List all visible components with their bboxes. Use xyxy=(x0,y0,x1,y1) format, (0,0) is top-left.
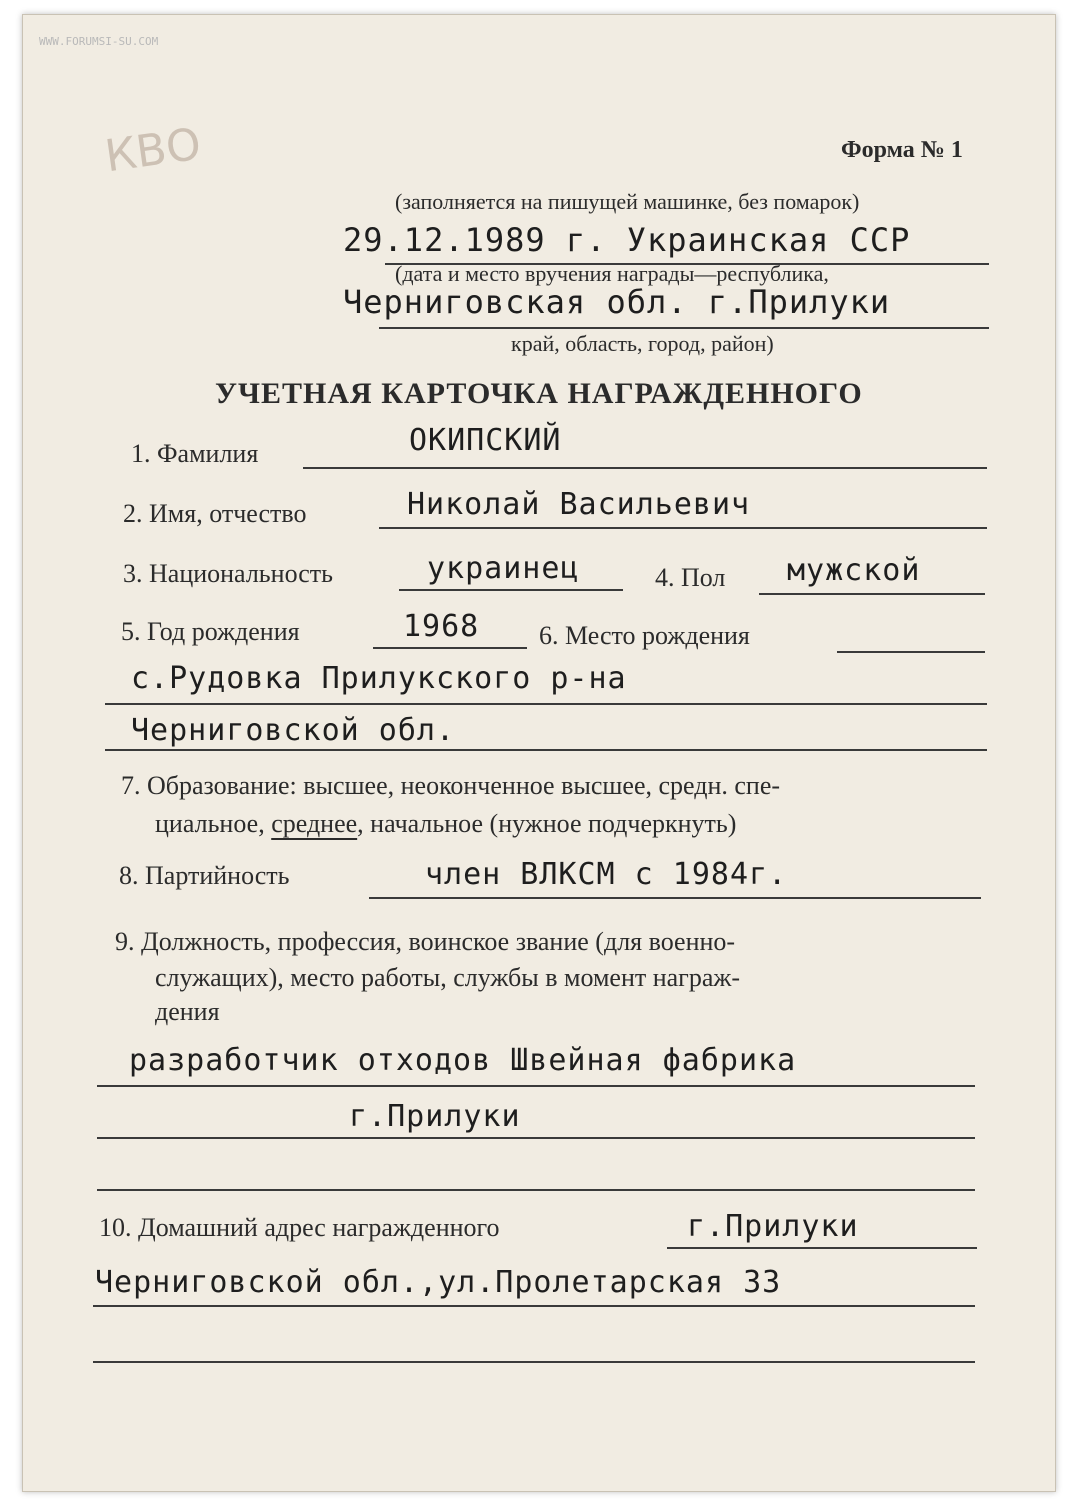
field-birthplace-value-2: Черниговской обл. xyxy=(131,713,456,748)
award-line-2 xyxy=(379,327,989,329)
field-position-line-c xyxy=(97,1189,975,1191)
award-date-place-line2: Черниговская обл. г.Прилуки xyxy=(343,283,891,321)
education-option-specialized: циальное, xyxy=(155,809,272,838)
award-record-card xyxy=(22,14,1056,1492)
field-address-line-1 xyxy=(667,1247,977,1249)
field-position-line2: служащих), место работы, службы в момент награж- xyxy=(155,963,740,992)
field-address-line-2 xyxy=(93,1305,975,1307)
field-nationality-line xyxy=(399,589,623,591)
field-address-label: 10. Домашний адрес награжденного xyxy=(99,1213,500,1242)
card-title: УЧЕТНАЯ КАРТОЧКА НАГРАЖДЕННОГО xyxy=(215,377,863,410)
field-position-line1: 9. Должность, профессия, воинское звание (для военно- xyxy=(115,927,736,956)
watermark: WWW.FORUMSI-SU.COM xyxy=(39,35,159,48)
field-address-line-3 xyxy=(93,1361,975,1363)
award-date-place-line1: 29.12.1989 г. Украинская ССР xyxy=(343,221,911,259)
field-position-line3: дения xyxy=(155,997,220,1026)
field-surname-value: ОКИПСКИЙ xyxy=(409,423,562,458)
field-position-line-a xyxy=(97,1085,975,1087)
field-birthplace-value-1: с.Рудовка Прилукского р-на xyxy=(131,661,627,696)
field-sex-line xyxy=(759,593,985,595)
field-birthplace-line-2 xyxy=(105,749,987,751)
field-address-value-2: Черниговской обл.,ул.Пролетарская 33 xyxy=(95,1265,782,1300)
field-position-value-2: г.Прилуки xyxy=(349,1099,521,1134)
field-party-line xyxy=(369,897,981,899)
field-nationality-label: 3. Национальность xyxy=(123,559,333,588)
field-name-label: 2. Имя, отчество xyxy=(123,499,307,528)
field-name-line xyxy=(379,527,987,529)
field-birthplace-line-0 xyxy=(837,651,985,653)
field-name-value: Николай Васильевич xyxy=(407,487,751,522)
field-sex-value: мужской xyxy=(787,553,921,588)
field-birthplace-line-1 xyxy=(105,703,987,705)
field-position-value-1: разработчик отходов Швейная фабрика xyxy=(129,1043,797,1078)
form-number: Форма № 1 xyxy=(841,137,963,163)
field-birth-year-line xyxy=(373,647,527,649)
field-party-value: член ВЛКСМ с 1984г. xyxy=(425,857,788,892)
field-nationality-value: украинец xyxy=(427,551,580,586)
field-party-label: 8. Партийность xyxy=(119,861,290,890)
field-education-line2 xyxy=(155,809,736,839)
field-position-line-b xyxy=(97,1137,975,1139)
fill-note: (заполняется на пишущей машинке, без помарок) xyxy=(395,189,860,214)
field-sex-label: 4. Пол xyxy=(655,563,726,592)
field-birthplace-label: 6. Место рождения xyxy=(539,621,750,650)
field-surname-label: 1. Фамилия xyxy=(131,439,259,468)
award-caption-2: край, область, город, район) xyxy=(511,331,774,356)
award-caption-1: (дата и место вручения награды—республика, xyxy=(395,261,829,286)
education-options-rest: , начальное (нужное подчеркнуть) xyxy=(357,809,737,838)
field-birth-year-label: 5. Год рождения xyxy=(121,617,300,646)
handwritten-note: КВО xyxy=(101,118,205,183)
field-surname-line xyxy=(303,467,987,469)
field-birth-year-value: 1968 xyxy=(403,609,480,644)
field-address-value-1: г.Прилуки xyxy=(687,1209,859,1244)
education-option-secondary-underlined: среднее xyxy=(271,809,358,838)
field-education-line1: 7. Образование: высшее, неоконченное высшее, средн. спе- xyxy=(121,771,781,800)
